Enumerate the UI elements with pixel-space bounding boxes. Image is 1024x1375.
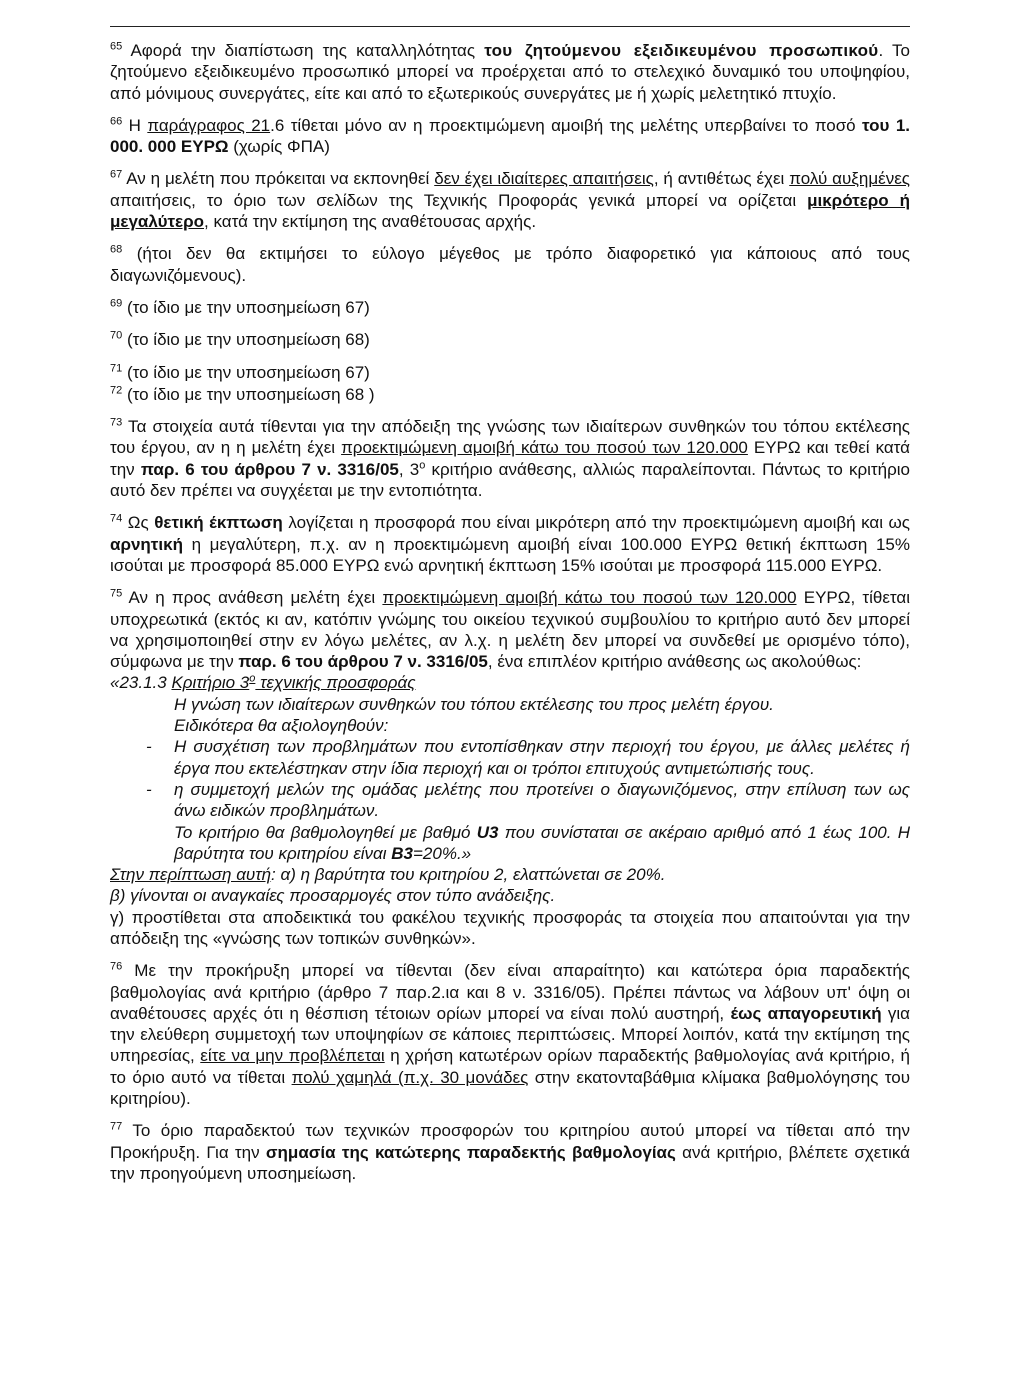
quoted-criterion-scoring: Το κριτήριο θα βαθμολογηθεί με βαθμό U3 που συνίσταται σε ακέραιο αριθμό από 1 έως 100. Η βαρύτητα του κριτηρίου είναι B3=20%.» bbox=[174, 822, 910, 863]
footnote-number: 69 bbox=[110, 297, 123, 310]
footnote-76: $^{76}$ Με την προκήρυξη μπορεί να τίθενται (δεν είναι απαραίτητο) και κατώτερα όρια παραδεκτής βαθμολογίας ανά κριτήριο (άρθρο 7 παρ.2.ια και 8 ν. 3316/05). Πρέπει πάντως να λάβουν υπ' όψη οι αναθέτουσες αρχές ότι η θέσπιση τέτοιων ορίων μπορεί να είναι πολύ αυστηρή, έως απαγορευτική για την ελεύθερη συμμετοχή των υποψηφίων σε κάποιες περιπτώσεις. Μπορεί λοιπόν, κατά την εκτίμηση της υπηρεσίας, είτε να μην προβλέπεται η χρήση κατωτέρων ορίων παραδεκτής βαθμολογίας ανά κριτήριο, ή το όριο αυτό να τίθεται πολύ χαμηλά (π.χ. 30 μονάδες στην εκατονταβάθμια κλίμακα βαθμολόγησης του κριτηρίου). bbox=[110, 960, 911, 1109]
case-line-c: γ) προστίθεται στα αποδεικτικά του φακέλου τεχνικής προσφοράς τα στοιχεία που απαιτούνται για την απόδειξη της «γνώσης των τοπικών συνθηκών». bbox=[110, 907, 910, 948]
footnote-separator-rule bbox=[110, 26, 910, 27]
footnote-number: 74 bbox=[110, 512, 123, 525]
footnote-number: 73 bbox=[110, 416, 123, 429]
footnote-65: $^{65}$ Αφορά την διαπίστωση της καταλληλότητας του ζητούμενου εξειδικευμένου προσωπικού. Το ζητούμενο εξειδικευμένο προσωπικό μπορεί να προέρχεται από το στελεχικό δυναμικό του υποψηφίου, από μόνιμους συνεργάτες, είτε και από το εξωτερικούς συνεργάτες με ή χωρίς μελετητικό πτυχίο. bbox=[110, 40, 910, 103]
footnote-number: 65 bbox=[110, 40, 123, 53]
case-line-a: Στην περίπτωση αυτή: α) η βαρύτητα του κριτηρίου 2, ελαττώνεται σε 20%. bbox=[110, 865, 666, 885]
footnote-67: $^{67}$ Αν η μελέτη που πρόκειται να εκπονηθεί δεν έχει ιδιαίτερες απαιτήσεις, ή αντιθέτως έχει πολύ αυξημένες απαιτήσεις, το όριο των σελίδων της Τεχνικής Προφοράς γενικά μπορεί να ορίζεται μικρότερο ή μεγαλύτερο, κατά την εκτίμηση της αναθέτουσας αρχής. bbox=[110, 168, 911, 232]
case-line-b: β) γίνονται οι αναγκαίες προσαρμογές στον τύπο ανάδειξης. bbox=[110, 886, 556, 906]
footnote-number: 70 bbox=[110, 329, 123, 342]
footnote-number: 71 bbox=[110, 361, 123, 374]
footnote-68: $^{68}$ (ήτοι δεν θα εκτιμήσει το εύλογο μέγεθος με τρόπο διαφορετικό για κάποιους από τους διαγωνιζόμενους). bbox=[110, 243, 910, 285]
quoted-criterion-heading: «23.1.3 Κριτήριο $3^o$ τεχνικής προσφοράς bbox=[110, 672, 416, 693]
footnote-number: 67 bbox=[110, 168, 123, 181]
footnotes-page bbox=[110, 40, 910, 1195]
footnote-71: $^{71}$ (το ίδιο με την υποσημείωση 67) bbox=[110, 361, 370, 382]
quoted-criterion-bullet: - η συμμετοχή μελών της ομάδας μελέτης που προτείνει ο διαγωνιζόμενος, στην επίλυση των ως άνω ειδικών προβλημάτων. bbox=[110, 779, 910, 822]
quoted-criterion-line: Ειδικότερα θα αξιολογηθούν: bbox=[174, 716, 389, 736]
quoted-criterion-bullet: - Η συσχέτιση των προβλημάτων που εντοπίσθηκαν στην περιοχή του έργου, με άλλες μελέτες ή έργα που εκτελέστηκαν στην ίδια περιοχή και οι τρόποι επιτυχούς αντιμετώπισής τους. bbox=[110, 736, 910, 779]
footnote-77: $^{77}$ Το όριο παραδεκτού των τεχνικών προσφορών του κριτηρίου αυτού μπορεί να τίθεται από την Προκήρυξη. Για την σημασία της κατώτερης παραδεκτής βαθμολογίας ανά κριτήριο, βλέπετε σχετικά την προηγούμενη υποσημείωση. bbox=[110, 1120, 910, 1183]
footnote-number: 76 bbox=[110, 960, 123, 973]
footnote-69: $^{69}$ (το ίδιο με την υποσημείωση 67) bbox=[110, 297, 370, 317]
footnote-number: 77 bbox=[110, 1120, 123, 1133]
footnote-75 bbox=[110, 587, 910, 949]
footnote-number: 66 bbox=[110, 115, 123, 128]
footnote-66: $^{66}$ Η παράγραφος 21.6 τίθεται μόνο αν η προεκτιμώμενη αμοιβή της μελέτης υπερβαίνει το ποσό του 1. 000. 000 ΕΥΡΩ (χωρίς ΦΠΑ) bbox=[110, 115, 910, 157]
footnote-75-intro: $^{75}$ Αν η προς ανάθεση μελέτη έχει προεκτιμώμενη αμοιβή κάτω του ποσού των 120.000 ΕΥΡΩ, τίθεται υποχρεωτικά (εκτός κι αν, κατόπιν γνώμης του οικείου τεχνικού συμβουλίου το κριτήριο αυτό δεν μπορεί να χρησιμοποιηθεί στην εν λόγω μελέτες, αν λ.χ. η μελέτη δεν μπορεί να συνδεθεί με ορισμένο τόπο), σύμφωνα με την παρ. 6 του άρθρου 7 ν. 3316/05, ένα επιπλέον κριτήριο ανάθεσης ως ακολούθως: bbox=[110, 587, 910, 672]
footnote-72: $^{72}$ (το ίδιο με την υποσημείωση 68 ) bbox=[110, 384, 375, 404]
footnote-70: $^{70}$ (το ίδιο με την υποσημείωση 68) bbox=[110, 329, 370, 350]
footnote-74: $^{74}$ Ως θετική έκπτωση λογίζεται η προσφορά που είναι μικρότερη από την προεκτιμώμενη αμοιβή και ως αρνητική η μεγαλύτερη, π.χ. αν η προεκτιμώμενη αμοιβή είναι 100.000 ΕΥΡΩ θετική έκπτωση 15% ισούται με προσφορά 85.000 ΕΥΡΩ ενώ αρνητική έκπτωση 15% ισούται με προσφορά 115.000 ΕΥΡΩ. bbox=[110, 512, 910, 575]
quoted-criterion-line: Η γνώση των ιδιαίτερων συνθηκών του τόπου εκτέλεσης του προς μελέτη έργου. bbox=[174, 694, 774, 714]
footnote-number: 75 bbox=[110, 587, 123, 600]
footnote-73: $^{73}$ Τα στοιχεία αυτά τίθενται για την απόδειξη της γνώσης των ιδιαίτερων συνθηκών του τόπου εκτέλεσης του έργου, αν η η μελέτη έχει προεκτιμώμενη αμοιβή κάτω του ποσού των 120.000 ΕΥΡΩ και τεθεί κατά την παρ. 6 του άρθρου 7 ν. 3316/05, $3^o$ κριτήριο ανάθεσης, αλλιώς παραλείπονται. Πάντως το κριτήριο αυτό δεν πρέπει να συγχέεται με την εντοπιότητα. bbox=[110, 416, 910, 501]
footnote-number: 68 bbox=[110, 243, 123, 256]
footnote-number: 72 bbox=[110, 384, 123, 397]
